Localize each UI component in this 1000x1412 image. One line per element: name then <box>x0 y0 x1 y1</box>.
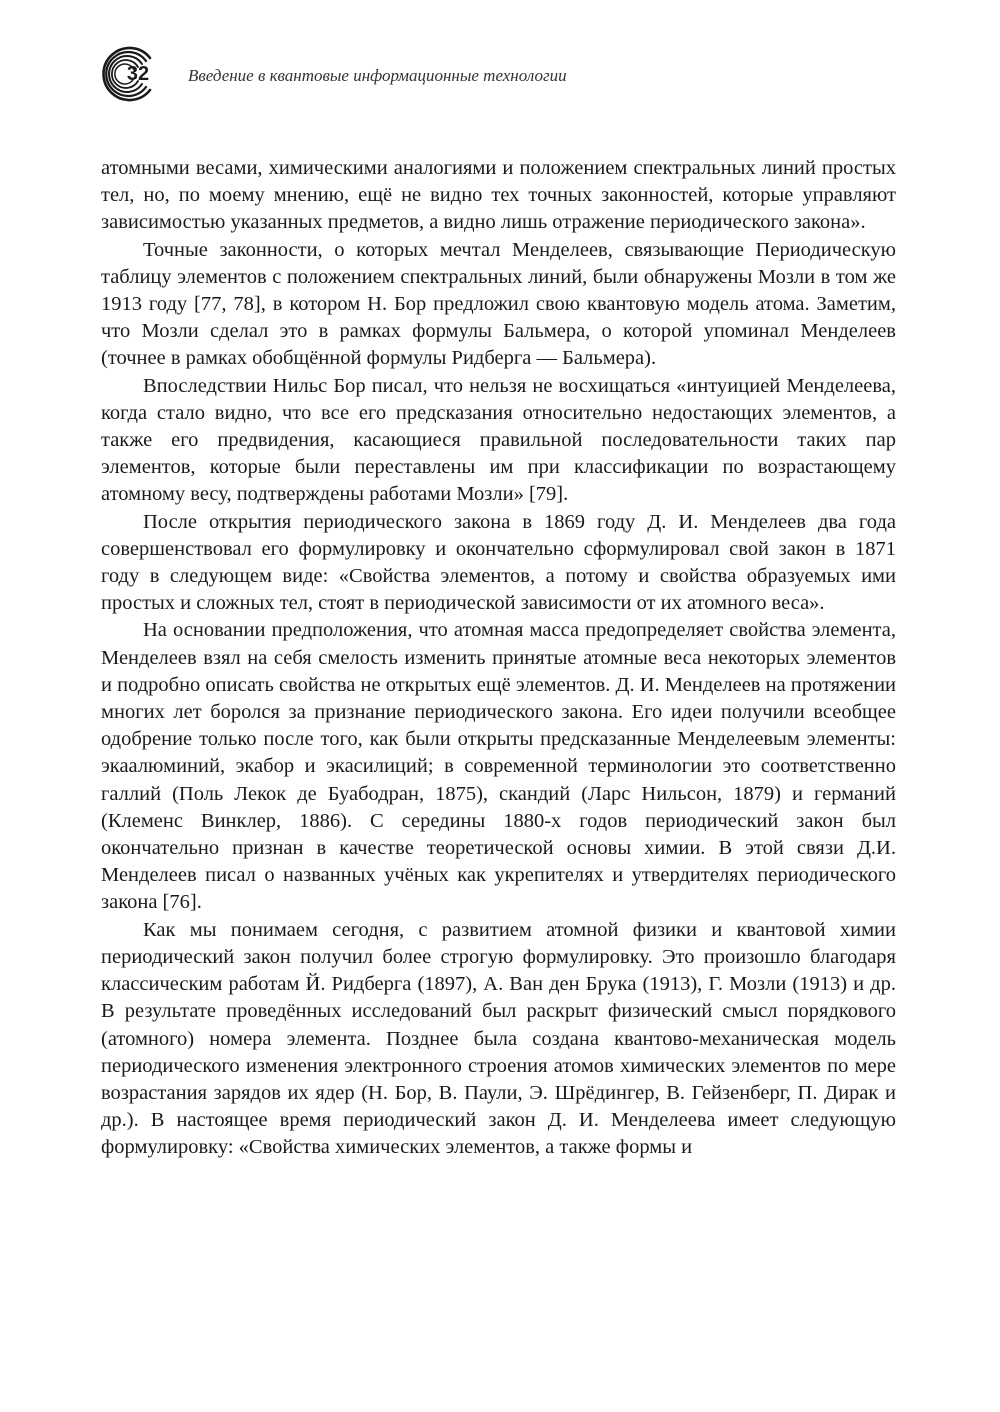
paragraph: Впоследствии Нильс Бор писал, что нельзя не восхищаться «интуицией Менделеева, когда стало видно, что все его предсказания относительно недостающих элементов, а также его предвидения, касающиеся правильной последовательности таких пар элементов, которые были переставлены им при классификации по возрастающему атомному весу, подтверждены работами Мозли» [79]. <box>101 374 896 506</box>
body-text <box>101 155 896 1162</box>
paragraph: На основании предположения, что атомная масса предопределяет свойства элемента, Менделеев взял на себя смелость изменить принятые атомные веса некоторых элементов и подробно описать свойства не открытых ещё элементов. Д. И. Менделеев на протяжении многих лет боролся за признание периодического закона. Его идеи получили всеобщее одобрение только после того, как были открыты предсказанные Менделеевым элементы: экаалюминий, экабор и экасилиций; в современной терминологии это соответственно галлий (Поль Лекок де Буабодран, 1875), скандий (Ларс Нильсон, 1879) и германий (Клеменс Винклер, 1886). С середины 1880-х годов периодический закон был окончательно признан в качестве теоретической основы химии. В этой связи Д.И. Менделеев писал о названных учёных как укрепителях и утвердителях периодического закона [76]. <box>101 619 897 914</box>
paragraph: Как мы понимаем сегодня, с развитием атомной физики и квантовой химии периодический закон получил более строгую формулировку. Это произошло благодаря классическим работам Й. Ридберга (1897), А. Ван ден Брука (1913), Г. Мозли (1913) и др. В результате проведённых исследований был раскрыт физический смысл порядкового (атомного) номера элемента. Позднее была создана квантово-механическая модель периодического изменения электронного строения атомов химических элементов по мере возрастания зарядов их ядер (Н. Бор, В. Паули, Э. Шрёдингер, В. Гейзенберг, П. Дирак и др.). В настоящее время периодический закон Д. И. Менделеева имеет следующую формулировку: «Свойства химических элементов, а также формы и <box>101 918 896 1159</box>
paragraph: атомными весами, химическими аналогиями и положением спектральных линий простых тел, но, по моему мнению, ещё не видно тех точных законностей, которые управляют зависимостью указанных предметов, а видно лишь отражение периодического закона». <box>101 157 896 234</box>
paragraph: После открытия периодического закона в 1869 году Д. И. Менделеев два года совершенствовал его формулировку и окончательно сформулировал свой закон в 1871 году в следующем виде: «Свойства элементов, а потому и свойства образуемых ими простых и сложных тел, стоят в периодической зависимости от их атомного веса». <box>101 510 896 615</box>
paragraph: Точные законности, о которых мечтал Менделеев, связывающие Периодическую таблицу элементов с положением спектральных линий, были обнаружены Мозли в том же 1913 году [77, 78], в котором Н. Бор предложил свою квантовую модель атома. Заметим, что Мозли сделал это в рамках формулы Бальмера, о которой упоминал Менделеев (точнее в рамках обобщённой формулы Ридберга — Бальмера). <box>101 238 896 370</box>
page-header <box>100 44 900 106</box>
running-title: Введение в квантовые информационные технологии <box>188 66 567 85</box>
page-number: 32 <box>126 63 150 85</box>
